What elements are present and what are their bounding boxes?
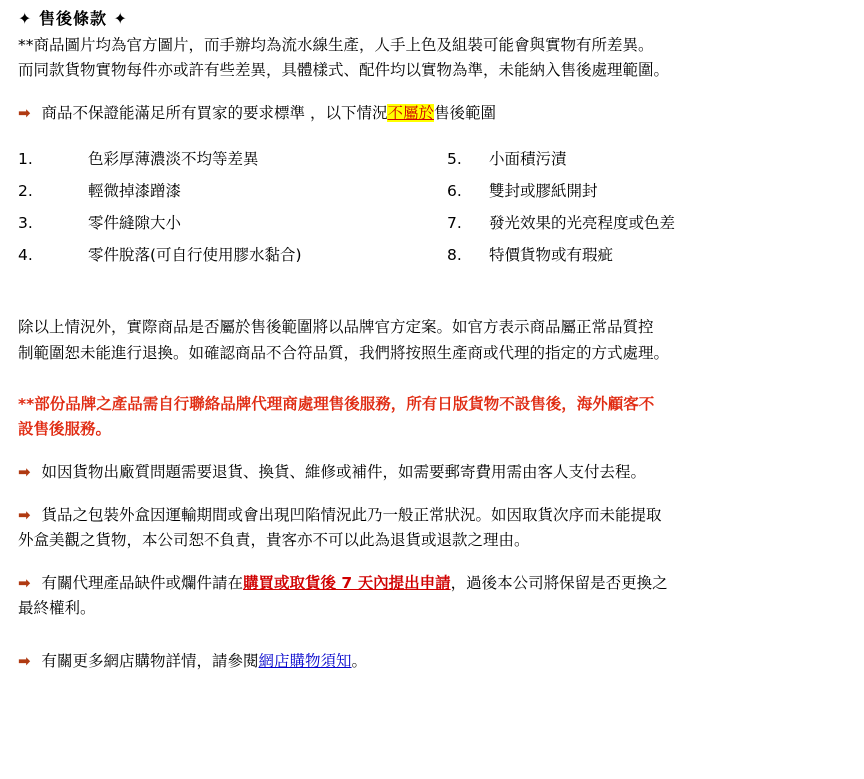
list-label: 小面積污漬 — [489, 150, 567, 169]
list-item — [18, 208, 425, 240]
list-number: 4. — [18, 245, 33, 264]
arrow-icon: ➡ — [18, 574, 31, 593]
spacer — [0, 83, 864, 101]
note-shipping — [18, 460, 854, 485]
spacer — [0, 621, 864, 639]
shop-note-after: 。 — [351, 652, 368, 671]
warning-paragraph — [18, 392, 854, 442]
agent-note-after: ，過後本公司將保留是否更換之 — [450, 574, 668, 593]
spacer — [0, 271, 864, 297]
note-packaging — [18, 503, 854, 553]
page-title: ✦ 售後條款 ✦ — [18, 9, 128, 28]
list-number: 2. — [18, 182, 33, 201]
list-number: 5. — [447, 150, 462, 169]
scope-text-before: 商品不保證能滿足所有買家的要求標準 ，以下情況 — [41, 104, 388, 123]
agent-note-underlined: 購買或取貨後 7 天內提出申請 — [243, 574, 451, 593]
shop-note-before: 有關更多網店購物詳情，請參閱 — [41, 652, 259, 671]
spacer — [0, 126, 864, 144]
list-label: 發光效果的光亮程度或色差 — [489, 213, 676, 232]
spacer — [0, 442, 864, 460]
spacer — [0, 639, 864, 649]
spacer — [0, 297, 864, 315]
list-label: 零件脫落(可自行使用膠水黏合) — [88, 245, 302, 264]
note-packaging-line-1: 貨品之包裝外盒因運輸期間或會出現凹陷情況此乃一般正常狀況。如因取貨次序而未能提取 — [41, 505, 662, 524]
list-number: 8. — [447, 245, 462, 264]
list-item — [447, 208, 854, 240]
list-number: 1. — [18, 150, 33, 169]
list-label: 零件縫隙大小 — [88, 213, 182, 232]
list-label: 輕微掉漆蹭漆 — [88, 182, 182, 201]
document-page — [0, 6, 864, 779]
agent-note-line-2: 最終權利。 — [18, 599, 96, 618]
list-item — [18, 240, 425, 272]
exclusions-list — [18, 144, 854, 271]
list-item — [18, 176, 425, 208]
spacer — [0, 366, 864, 392]
list-number: 3. — [18, 213, 33, 232]
intro-line-2: 而同款貨物實物每件亦或許有些差異，具體樣式、配件均以實物為準，未能納入售後處理範圍。 — [18, 61, 670, 80]
spacer — [0, 485, 864, 503]
warning-line-1: **部份品牌之產品需自行聯絡品牌代理商處理售後服務，所有日版貨物不設售後，海外顧客不 — [18, 394, 655, 413]
list-item — [447, 144, 854, 176]
body-paragraph — [18, 315, 854, 365]
body-line-2: 制範圍恕未能進行退換。如確認商品不合符品質，我們將按照生產商或代理的指定的方式處理。 — [18, 343, 670, 362]
scope-highlight: 不屬於 — [387, 104, 434, 123]
note-shipping-line-1: 如因貨物出廠質問題需要退貨、換貨、維修或補件，如需要郵寄費用需由客人支付去程。 — [41, 462, 647, 481]
scope-line — [18, 101, 854, 126]
list-number: 6. — [447, 182, 462, 201]
scope-text-after: 售後範圍 — [433, 104, 496, 123]
arrow-icon: ➡ — [18, 104, 31, 123]
note-packaging-line-2: 外盒美觀之貨物，本公司恕不負責，貴客亦不可以此為退貨或退款之理由。 — [18, 531, 530, 550]
body-line-1: 除以上情況外，實際商品是否屬於售後範圍將以品牌官方定案。如官方表示商品屬正常品質控 — [18, 318, 654, 337]
arrow-icon: ➡ — [18, 652, 31, 671]
arrow-icon: ➡ — [18, 462, 31, 481]
list-label: 色彩厚薄濃淡不均等差異 — [88, 150, 259, 169]
shop-guide-link[interactable]: 網店購物須知 — [258, 652, 352, 671]
list-label: 特價貨物或有瑕疵 — [489, 245, 614, 264]
exclusions-column-left — [18, 144, 425, 271]
agent-note-before: 有關代理產品缺件或爛件請在 — [41, 574, 244, 593]
intro-line-1: **商品圖片均為官方圖片，而手辦均為流水線生產，人手上色及組裝可能會與實物有所差異。 — [18, 36, 654, 54]
exclusions-column-right — [425, 144, 854, 271]
note-agent-claim — [18, 571, 854, 621]
list-item — [447, 176, 854, 208]
list-label: 雙封或膠紙開封 — [489, 182, 598, 201]
list-item — [447, 240, 854, 272]
list-number: 7. — [447, 213, 462, 232]
arrow-icon: ➡ — [18, 505, 31, 524]
warning-line-2: 設售後服務。 — [18, 419, 112, 438]
intro-paragraph — [18, 33, 854, 83]
spacer — [0, 553, 864, 571]
list-item — [18, 144, 425, 176]
note-shop-info — [18, 649, 854, 674]
